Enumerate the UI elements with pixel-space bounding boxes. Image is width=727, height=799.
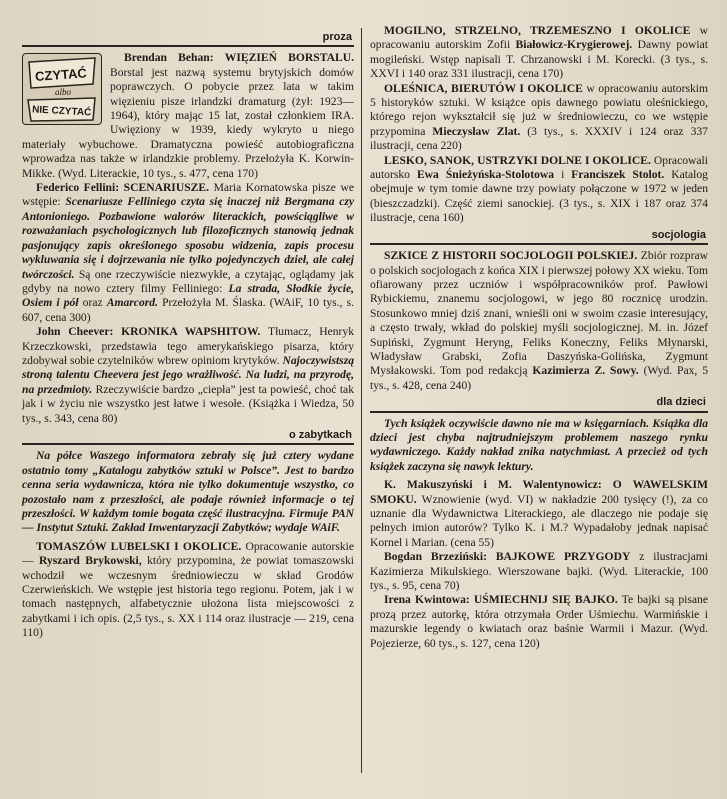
entry-body: (3 tys., s. XXXIV i 124 oraz 337 ilustracji, cena 220)	[370, 124, 708, 153]
entry-title: SCENARIUSZE.	[123, 181, 210, 195]
entry-author: John Cheever:	[36, 325, 114, 339]
entry-olesnica	[370, 82, 708, 154]
entry-body: Dawny powiat mogileński. Wstęp napisali T. Chrzanowski i M. Korecki. (3 tys., s. XXVI i 140 oraz 331 ilustracji, cena 170)	[370, 38, 708, 81]
entry-author: K. Makuszyński i M. Walentynowicz:	[384, 478, 602, 492]
entry-makuszynski	[370, 478, 708, 550]
entry-body: Opracowali autorsko	[370, 153, 708, 182]
section-label: dla dzieci	[656, 396, 706, 409]
entry-body: i	[561, 168, 565, 182]
entry-body: Są one rzeczywiście niezwykłe, a czytając, oglądamy jak gdyby na nowo cztery filmy Felliniego:	[22, 267, 354, 295]
entry-author: Ryszard Brykowski,	[39, 554, 142, 568]
entry-body: Tłumacz, Henryk Krzeczkowski, przedstawia tego amerykańskiego pisarza, który zdobywał sobie czytelników wbrew opiniom krytyków.	[22, 325, 354, 367]
entry-title: LESKO, SANOK, USTRZYKI DOLNE I OKOLICE.	[384, 153, 651, 167]
entry-body: oraz	[82, 296, 103, 310]
entry-quote: Scenariusze Felliniego czyta się inaczej niż Bergmana czy Antonioniego. Pozbawione walorów literackich, powściągliwe w rozważaniach psychologicznych lub filozoficznych stanowią jednak pasjonujący zapis określonego sposobu widzenia, zapis procesu wykluwania się i dojrzewania nie tylko pojedynczych dzieł, ale całej twórczości.	[22, 195, 355, 281]
entry-body: w opracowaniu autorskim Zofii	[370, 24, 708, 52]
entry-author: Kazimierza Z. Sowy.	[532, 364, 639, 378]
section-header-dzieci	[370, 395, 708, 412]
section-header-proza	[22, 30, 354, 47]
entry-kwintowa	[370, 593, 708, 651]
entry-body: w opracowaniu autorskim 5 historyków sztuki. W książce opis dawnego powiatu oleśnickiego, którego rejon wykształcił się już w średniowieczu, co we wstępie przypomina	[370, 81, 708, 138]
left-column	[22, 28, 354, 641]
entry-body: Borstal jest nazwą systemu brytyjskich domów poprawczych. O pobycie przez lata w takim więzieniu pisze irlandzki dramaturg (żył: 1923—1964), który mając 15 lat, został członkiem IRA. Uwięziony w 1939, kiedy wykryto u niego materiały wybuchowe. Dramatyczna powieść autobiograficzna wprowadza nas także w irlandzkie problemy. Przełożyła K. Korwin-Mikke. (Wyd. Literackie, 10 tys., s. 477, cena 170)	[22, 65, 354, 180]
section-label: o zabytkach	[289, 428, 352, 441]
entry-title: O WAWELSKIM SMOKU.	[370, 478, 708, 506]
entry-title: MOGILNO, STRZELNO, TRZEMESZNO I OKOLICE	[384, 24, 691, 37]
czytac-albo-nie-czytac-logo	[22, 53, 102, 125]
entry-author: Mieczysław Zlat.	[432, 124, 521, 138]
entry-fellini	[22, 181, 354, 325]
entry-author: Franciszek Stolot.	[571, 168, 665, 182]
entry-mogilno	[370, 24, 708, 82]
logo-graphic	[23, 54, 101, 124]
section-intro-note: Tych książek oczywiście dawno nie ma w księgarniach. Książka dla dzieci jest chyba najtrudniejszym problemem naszego rynku wydawniczego. Każdy nakład znika natychmiast. A przecież od tych książek zaczyna się nawyk lektury.	[370, 416, 708, 473]
logo-text-top: CZYTAĆ	[34, 65, 88, 85]
entry-title: UŚMIECHNIJ SIĘ BAJKO.	[473, 593, 618, 607]
logo-text-mid: albo	[55, 87, 72, 98]
entry-author: Bogdan Brzeziński:	[384, 550, 487, 564]
right-column	[370, 24, 708, 651]
entry-body: (Wyd. Pax, 5 tys., s. 428, cena 240)	[370, 364, 708, 392]
entry-body: Te bajki są pisane prozą przez autorkę, która otrzymała Order Uśmiechu. Warmińskie i mazurskie legendy o kwiatach oraz baśnie Warmii i Mazur. (Wyd. Pojezierze, 60 tys., s. 127, cena 120)	[370, 593, 708, 650]
entry-body: Katalog obejmuje w tym tomie dawne trzy powiaty połączone w 1972 w jeden (bieszczadzki). Część ziemi sanockiej. (3 tys., s. XIX i 187 oraz 374 ilustracje, cena 160)	[370, 168, 708, 225]
entry-author: Ewa Śnieżyńska-Stolotowa	[416, 168, 555, 182]
entry-lesko	[370, 154, 708, 226]
entry-title: WIĘZIEŃ BORSTALU.	[224, 51, 354, 65]
section-header-socjologia	[370, 228, 708, 245]
column-divider	[361, 28, 362, 773]
entry-title: BAJKOWE PRZYGODY	[495, 550, 631, 564]
entry-szkice	[370, 249, 708, 393]
entry-body: Maria Kornatowska pisze we wstępie:	[22, 181, 355, 209]
entry-title: KRONIKA WAPSHITOW.	[121, 325, 261, 339]
entry-cheever	[22, 325, 354, 426]
entry-title: TOMASZÓW LUBELSKI I OKOLICE.	[36, 539, 242, 553]
entry-title: SZKICE Z HISTORII SOCJOLOGII POLSKIEJ.	[384, 249, 638, 263]
entry-author: Brendan Behan:	[124, 51, 214, 65]
section-label: socjologia	[651, 228, 706, 241]
entry-film-titles: La strada, Słodkie życie, Osiem i pół	[22, 281, 354, 310]
entry-author: Białowicz-Krygierowej.	[515, 38, 633, 52]
entry-film-title: Amarcord.	[106, 296, 158, 310]
entry-body: który przypomina, że powiat tomaszowski wchodził we wczesnym średniowieczu w skład Grodów Czerwieńskich. We wstępie jest historia tego regionu. Potem, jak i w tomach następnych, alfabetycznie ułożona lista miejscowości z zabytkami i ich opis. (2,5 tys., s. XX i 114 oraz ilustracje — 219, cena 110)	[22, 554, 354, 640]
section-label: proza	[322, 31, 352, 43]
entry-body: Rzeczywiście bardzo „ciepła” jest ta powieść, choć tak jak i w życiu nie wszystko jest łatwe i wesołe. (Książka i Wiedza, 50 tys., s. 343, cena 80)	[22, 382, 354, 425]
logo-text-bottom: NIE CZYTAĆ	[31, 104, 92, 119]
entry-title: OLEŚNICA, BIERUTÓW I OKOLICE	[384, 81, 583, 95]
entry-body: Wznowienie (wyd. VI) w nakładzie 200 tysięcy (!), za co uznanie dla Wydawnictwa Literackiego, ale dlaczego nie podaje się pełnych imion autorów? Tylko K. i M.? Wypadałoby jednak napisać Kornel i Marian. (cena 55)	[370, 492, 708, 549]
section-intro-note: Na półce Waszego informatora zebrały się już cztery wydane ostatnio tomy „Katalogu zabytków sztuki w Polsce”. Jest to bardzo cenna seria wydawnicza, która nie tylko dokumentuje wszystko, co pozostało nam z przeszłości, ale podaje również informacje o tej przeszłości. W każdym tomie bogata część ilustracyjna. Firmuje PAN — Instytut Sztuki. Zakład Inwentaryzacji Zabytków; wydaje WAiF.	[22, 449, 354, 535]
entry-body: Opracowanie autorskie —	[22, 539, 354, 568]
entry-author: Federico Fellini:	[36, 181, 120, 195]
entry-body: Zbiór rozpraw o polskich socjologach z końca XIX i pierwszej połowy XX wieku. Tom ofiarowany przez uczniów i współpracowników prof. Pawłowi Rybickiemu, znanemu socjologowi, w jego 80 rocznicę urodzin. Stosunkowo mniej dziś znani, wnieśli oni w swoim czasie interesujący, a często trwały, wkład do polskiej myśli socjologicznej. M. in. Józef Supiński, Zygmunt Heryng, Feliks Koneczny, Feliks Młynarski, Władysław Grabski, Zofia Daszyńska-Golińska, Zygmunt Mysłakowski. Tom pod redakcją	[370, 249, 708, 378]
entry-brzezinski	[370, 550, 708, 593]
entry-body: Przełożyła M. Ślaska. (WAiF, 10 tys., s. 607, cena 300)	[22, 296, 354, 324]
entry-tomaszow	[22, 540, 354, 641]
entry-quote: Najoczywistszą stroną talentu Cheevera jest jego wrażliwość. Na ludzi, na przyrodę, na przedmioty.	[22, 353, 354, 396]
entry-body: z ilustracjami Kazimierza Mikulskiego. Wierszowane bajki. (Wyd. Literackie, 100 tys., s. 95, cena 70)	[370, 550, 708, 593]
section-header-zabytki	[22, 428, 354, 445]
entry-author: Irena Kwintowa:	[384, 593, 470, 607]
